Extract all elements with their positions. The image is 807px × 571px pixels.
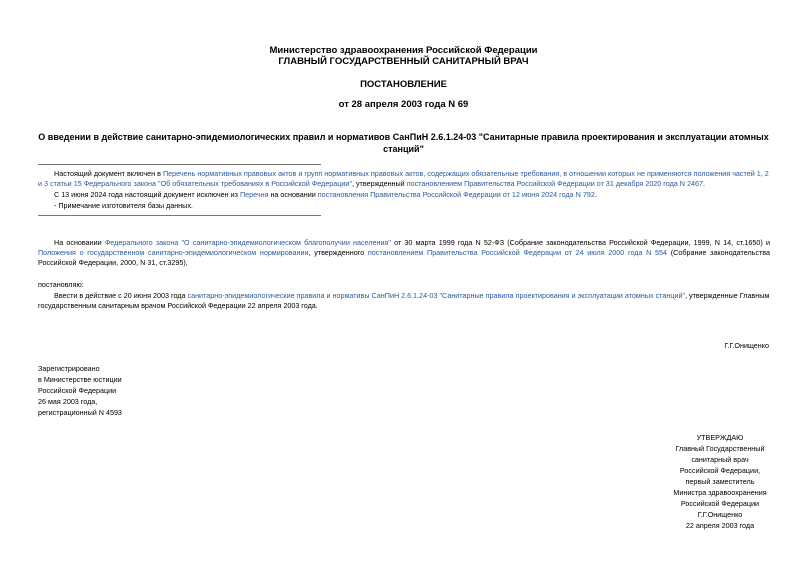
approval-line: Российской Федерации, (679, 466, 761, 475)
list-link[interactable]: Перечень нормативных правовых актов и групп нормативных правовых актов, содержащих обязательные требования, в отношении которых не применяются положения частей 1, 2 и 3 статьи 15 Федерального закона "Об обязательных требованиях в Российской Федерации" (38, 169, 769, 188)
note-text: на основании (268, 190, 318, 199)
document-title-line2: станций" (383, 144, 424, 154)
registration-line: в Министерстве юстиции (38, 375, 122, 384)
note-bottom-divider (38, 215, 321, 216)
enactment-paragraph (38, 291, 770, 311)
registration-line: регистрационный N 4593 (38, 408, 122, 417)
basis-text: , утвержденного (308, 248, 368, 257)
doc-type-heading: ПОСТАНОВЛЕНИЕ (360, 79, 447, 90)
approval-line: Г.Г.Онищенко (697, 510, 743, 519)
note-text: . (702, 179, 705, 188)
approval-line: УТВЕРЖДАЮ (696, 433, 744, 442)
list-short-link[interactable]: Перечня (239, 190, 269, 199)
date-number: от 28 апреля 2003 года N 69 (338, 99, 469, 110)
regulation-link[interactable]: Положения о государственном санитарно-эпидемиологическом нормировании (38, 248, 309, 257)
enact-text: , утвержденные Главным государственным санитарным врачом Российской Федерации 22 апреля 2003 года. (38, 291, 770, 310)
note-text: . (594, 190, 597, 199)
basis-text: (Собрание законодательства Российской Федерации, 2000, N 31, ст.3295), (38, 248, 771, 267)
government-decree-792-link[interactable]: постановления Правительства Российской Федерации от 12 июня 2024 года N 792 (317, 190, 595, 199)
approval-line: Главный Государственный (675, 444, 765, 453)
database-note: - Примечание изготовителя базы данных. (54, 201, 193, 210)
resolve-word: постановляю: (38, 280, 84, 289)
registration-line: 26 мая 2003 года, (38, 397, 98, 406)
note-paragraph-inclusion (38, 169, 770, 189)
approval-line: 22 апреля 2003 года (685, 521, 755, 530)
approval-block (650, 432, 790, 531)
note-paragraph-exclusion (38, 190, 770, 200)
government-decree-2467-link[interactable]: постановлением Правительства Российской Федерации от 31 декабря 2020 года N 2467 (406, 179, 703, 188)
basis-text: от 30 марта 1999 года N 52-ФЗ (Собрание законодательства Российской Федерации, 1999, N 14, ст.1650) и (390, 238, 770, 247)
approval-line: первый заместитель (685, 477, 755, 486)
note-top-divider (38, 164, 321, 165)
officer-heading: ГЛАВНЫЙ ГОСУДАРСТВЕННЫЙ САНИТАРНЫЙ ВРАЧ (278, 56, 529, 67)
registration-line: Российской Федерации (38, 386, 117, 395)
document-title-line1: О введении в действие санитарно-эпидемиологических правил и нормативов СанПиН 2.6.1.24-03 "Санитарные правила проектирования и эксплуатации атомных (38, 132, 769, 142)
basis-text: На основании (54, 238, 105, 247)
signature: Г.Г.Онищенко (724, 341, 769, 350)
government-decree-554-link[interactable]: постановлением Правительства Российской Федерации от 24 июля 2000 года N 554 (367, 248, 668, 257)
registration-block (38, 363, 122, 418)
approval-line: Министра здравоохранения (673, 488, 767, 497)
note-text: Настоящий документ включен в (54, 169, 163, 178)
sanpin-link[interactable]: санитарно-эпидемиологические правила и нормативы СанПиН 2.6.1.24-03 "Санитарные правила проектирования и эксплуатации атомных станций" (187, 291, 686, 300)
basis-paragraph (38, 238, 770, 268)
approval-line: Российской Федерации (680, 499, 760, 508)
approval-line: санитарный врач (691, 455, 749, 464)
note-text: С 13 июня 2024 года настоящий документ исключен из (54, 190, 240, 199)
ministry-heading: Министерство здравоохранения Российской Федерации (269, 45, 538, 56)
registration-line: Зарегистрировано (38, 364, 100, 373)
federal-law-link[interactable]: Федерального закона "О санитарно-эпидемиологическом благополучии населения" (104, 238, 391, 247)
note-text: , утвержденный (351, 179, 407, 188)
enact-text: Ввести в действие с 20 июня 2003 года (54, 291, 188, 300)
